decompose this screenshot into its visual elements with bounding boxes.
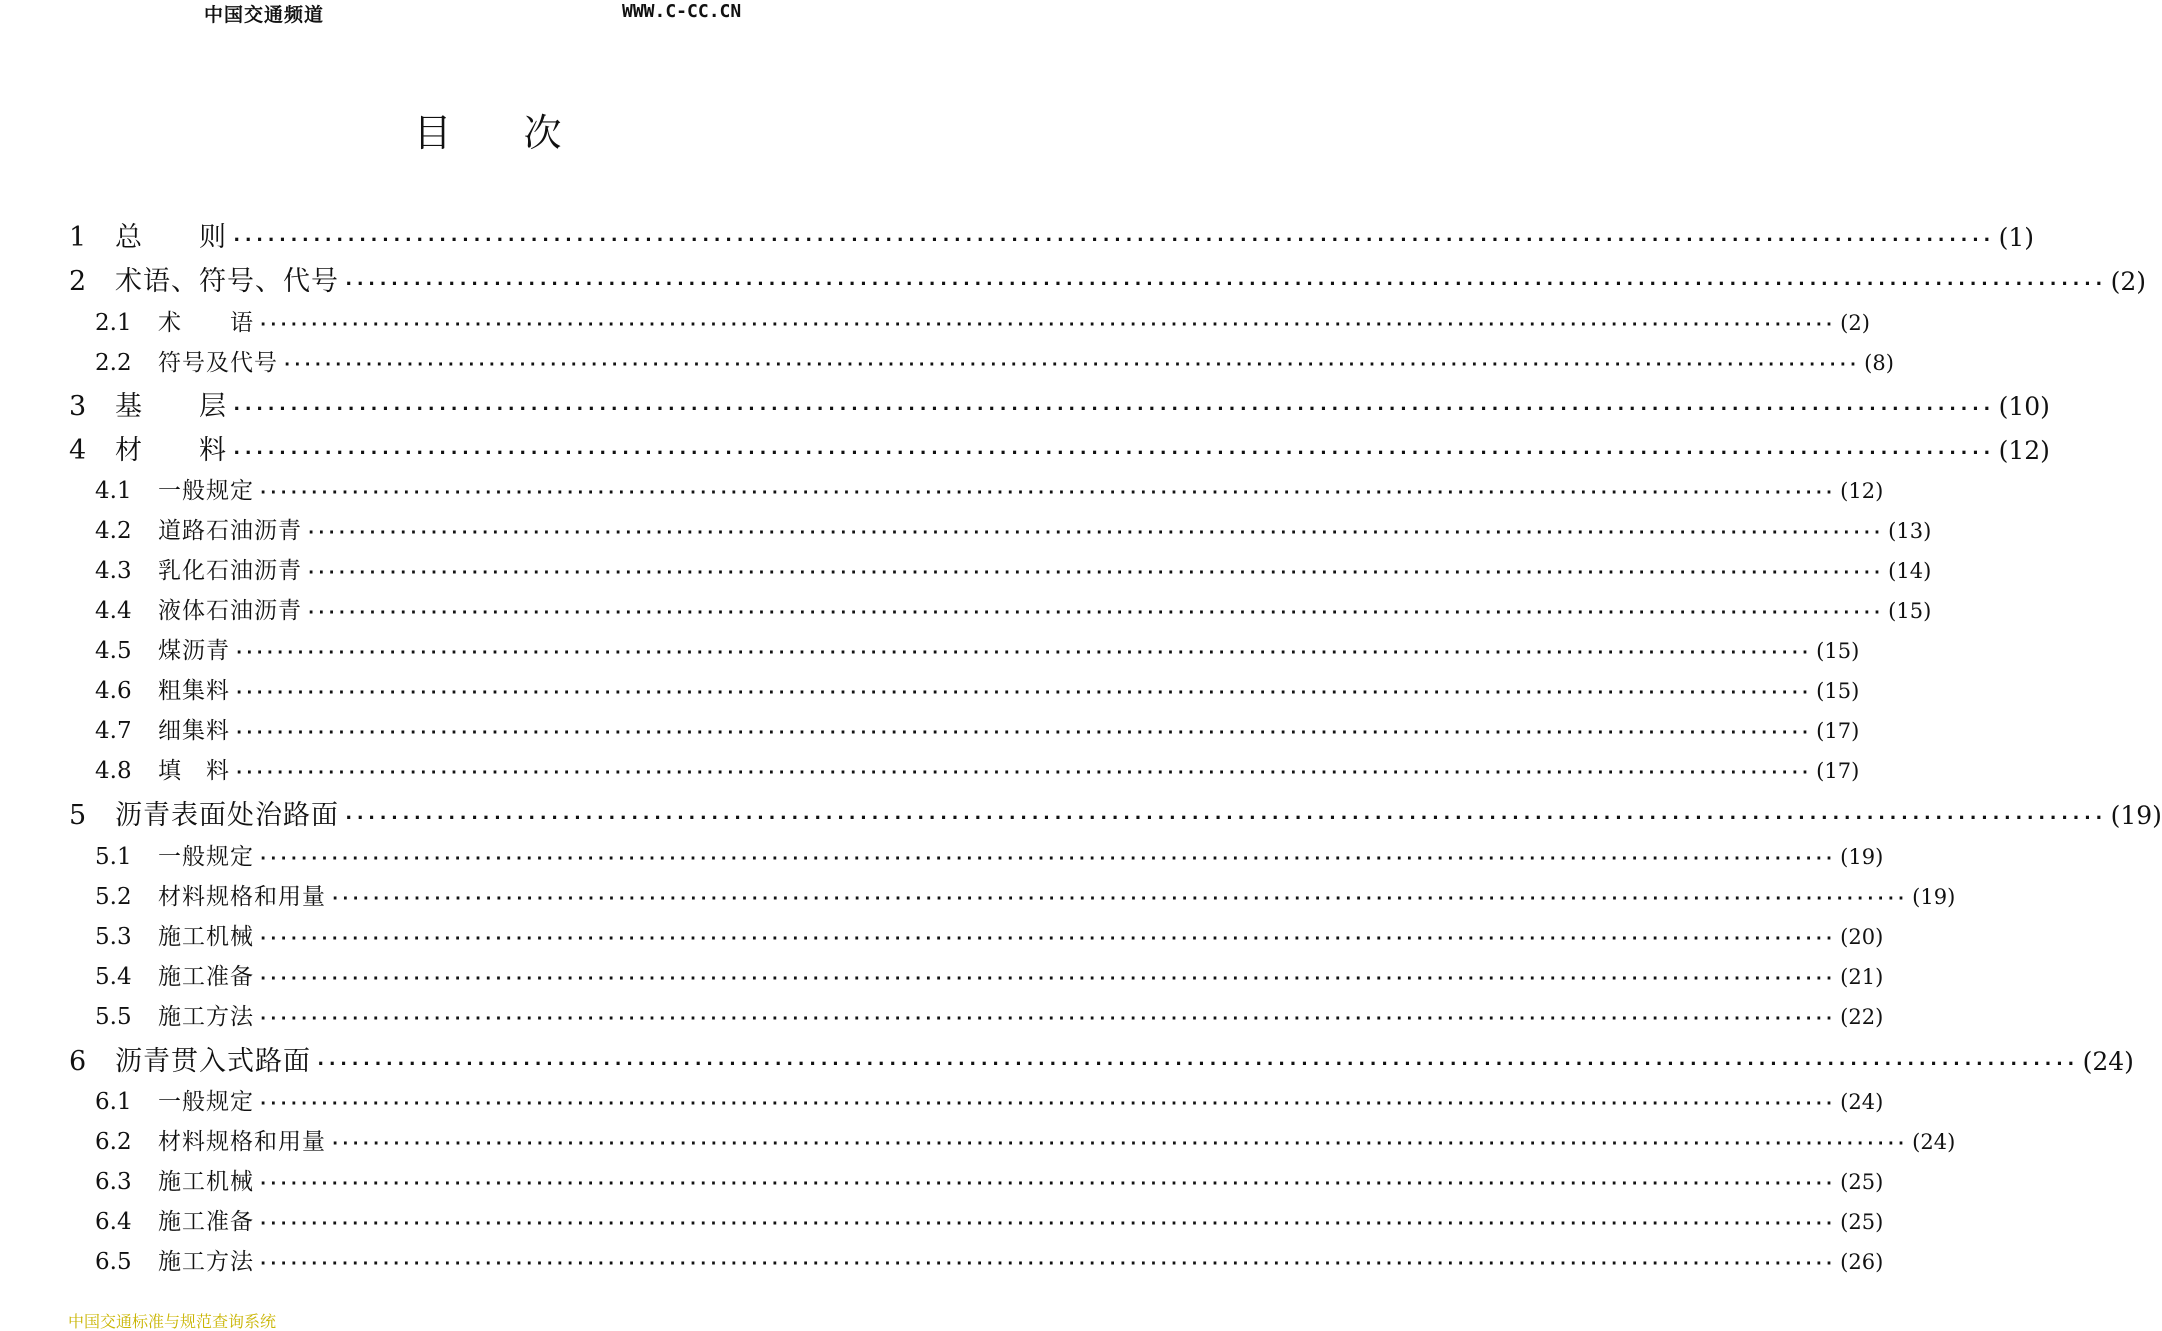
site-url[interactable]: WWW.C-CC.CN — [622, 1, 742, 22]
toc-section-row[interactable] — [95, 1123, 1956, 1156]
toc-entry-title: 粗集料 — [158, 678, 230, 704]
toc-entry-number: 4.8 — [95, 758, 132, 784]
toc-entry-title: 一般规定 — [158, 844, 254, 870]
toc-entry-page: (20) — [1840, 925, 1884, 949]
toc-entry-number: 6.1 — [95, 1089, 132, 1115]
toc-entry-number: 6.5 — [95, 1249, 132, 1275]
toc-dot-leader — [258, 1094, 1834, 1114]
toc-dot-leader — [343, 807, 2105, 829]
toc-entry-number: 5.1 — [95, 844, 132, 870]
toc-entry-title: 一般规定 — [158, 1089, 254, 1115]
toc-section-row[interactable] — [95, 632, 1860, 665]
toc-entry-title: 液体石油沥青 — [158, 598, 302, 624]
toc-chapter-row[interactable] — [69, 793, 2162, 832]
toc-dot-leader — [258, 1214, 1834, 1234]
toc-entry-number: 5.5 — [95, 1004, 132, 1030]
toc-section-row[interactable] — [95, 512, 1932, 545]
toc-section-row[interactable] — [95, 752, 1860, 785]
toc-dot-leader — [330, 1134, 1906, 1154]
toc-entry-title: 填 料 — [158, 758, 230, 784]
toc-entry-title: 符号及代号 — [158, 350, 278, 376]
toc-entry-page: (17) — [1816, 759, 1860, 783]
toc-entry-number: 4.5 — [95, 638, 132, 664]
toc-dot-leader — [282, 355, 1858, 375]
toc-dot-leader — [258, 929, 1834, 949]
toc-section-row[interactable] — [95, 1163, 1884, 1196]
toc-section-row[interactable] — [95, 958, 1884, 991]
toc-dot-leader — [231, 229, 1993, 251]
toc-dot-leader — [231, 442, 1993, 464]
toc-entry-number: 6.2 — [95, 1129, 132, 1155]
toc-section-row[interactable] — [95, 344, 1894, 377]
toc-section-row[interactable] — [95, 1083, 1884, 1116]
toc-entry-number: 1 — [69, 222, 87, 253]
toc-dot-leader — [343, 273, 2105, 295]
toc-entry-number: 3 — [69, 391, 87, 422]
toc-chapter-row[interactable] — [69, 215, 2035, 254]
toc-entry-title: 细集料 — [158, 718, 230, 744]
site-name: 中国交通频道 — [204, 4, 325, 26]
toc-entry-number: 4.3 — [95, 558, 132, 584]
toc-entry-title: 乳化石油沥青 — [158, 558, 302, 584]
toc-entry-page: (15) — [1816, 639, 1860, 663]
toc-section-row[interactable] — [95, 472, 1884, 505]
toc-entry-title: 术 语 — [158, 310, 254, 336]
toc-entry-number: 4 — [69, 435, 87, 466]
toc-entry-page: (19) — [1840, 845, 1884, 869]
toc-dot-leader — [258, 969, 1834, 989]
toc-entry-number: 6.4 — [95, 1209, 132, 1235]
toc-entry-number: 6.3 — [95, 1169, 132, 1195]
toc-dot-leader — [330, 889, 1906, 909]
toc-section-row[interactable] — [95, 1243, 1884, 1276]
toc-section-row[interactable] — [95, 672, 1860, 705]
toc-entry-page: (10) — [1998, 392, 2050, 421]
toc-entry-page: (22) — [1840, 1005, 1884, 1029]
toc-entry-title: 一般规定 — [158, 478, 254, 504]
toc-entry-title: 煤沥青 — [158, 638, 230, 664]
toc-dot-leader — [234, 683, 1810, 703]
toc-section-row[interactable] — [95, 712, 1860, 745]
toc-chapter-row[interactable] — [69, 1039, 2134, 1078]
toc-entry-title: 施工准备 — [158, 964, 254, 990]
toc-entry-number: 2.2 — [95, 350, 132, 376]
toc-entry-title: 施工方法 — [158, 1004, 254, 1030]
toc-entry-page: (2) — [1840, 311, 1870, 335]
toc-dot-leader — [306, 603, 1882, 623]
toc-entry-number: 5 — [69, 800, 87, 831]
footer-cut-text-label: 中国交通标准与规范查询系统 — [68, 1312, 277, 1331]
toc-section-row[interactable] — [95, 998, 1884, 1031]
toc-entry-title: 总 则 — [115, 222, 227, 253]
page-title-char-2: 次 — [523, 111, 562, 155]
toc-entry-page: (15) — [1816, 679, 1860, 703]
toc-dot-leader — [234, 723, 1810, 743]
toc-entry-title: 施工机械 — [158, 1169, 254, 1195]
toc-entry-title: 材料规格和用量 — [158, 884, 326, 910]
toc-section-row[interactable] — [95, 918, 1884, 951]
toc-dot-leader — [258, 1254, 1834, 1274]
toc-entry-page: (1) — [1998, 223, 2035, 252]
toc-entry-number: 4.1 — [95, 478, 132, 504]
toc-entry-number: 2 — [69, 266, 87, 297]
toc-dot-leader — [234, 643, 1810, 663]
toc-dot-leader — [258, 1174, 1834, 1194]
toc-section-row[interactable] — [95, 838, 1884, 871]
page-title — [0, 102, 975, 157]
toc-entry-page: (19) — [1912, 885, 1956, 909]
toc-entry-page: (8) — [1864, 351, 1894, 375]
toc-entry-page: (12) — [1840, 479, 1884, 503]
toc-dot-leader — [258, 849, 1834, 869]
toc-entry-page: (21) — [1840, 965, 1884, 989]
toc-entry-page: (12) — [1998, 436, 2050, 465]
toc-entry-title: 基 层 — [115, 391, 227, 422]
page-title-char-1: 目 — [413, 111, 452, 155]
toc-entry-page: (15) — [1888, 599, 1932, 623]
toc-chapter-row[interactable] — [69, 259, 2147, 298]
toc-dot-leader — [231, 398, 1993, 420]
toc-section-row[interactable] — [95, 552, 1932, 585]
toc-entry-title: 施工准备 — [158, 1209, 254, 1235]
toc-entry-title: 沥青贯入式路面 — [115, 1046, 311, 1077]
toc-section-row[interactable] — [95, 1203, 1884, 1236]
toc-entry-page: (24) — [1840, 1090, 1884, 1114]
toc-entry-title: 术语、符号、代号 — [115, 266, 339, 297]
toc-section-row[interactable] — [95, 304, 1870, 337]
toc-dot-leader — [306, 563, 1882, 583]
footer-cut-text — [68, 1312, 368, 1331]
toc-entry-title: 施工方法 — [158, 1249, 254, 1275]
toc-entry-title: 沥青表面处治路面 — [115, 800, 339, 831]
toc-entry-page: (17) — [1816, 719, 1860, 743]
toc-section-row[interactable] — [95, 592, 1932, 625]
toc-chapter-row[interactable] — [69, 428, 2050, 467]
toc-dot-leader — [315, 1053, 2077, 1075]
toc-entry-title: 材 料 — [115, 435, 227, 466]
toc-entry-number: 6 — [69, 1046, 87, 1077]
toc-chapter-row[interactable] — [69, 384, 2050, 423]
toc-dot-leader — [306, 523, 1882, 543]
toc-entry-number: 2.1 — [95, 310, 132, 336]
toc-entry-title: 施工机械 — [158, 924, 254, 950]
toc-entry-title: 道路石油沥青 — [158, 518, 302, 544]
toc-entry-page: (14) — [1888, 559, 1932, 583]
toc-dot-leader — [258, 483, 1834, 503]
toc-entry-page: (24) — [1912, 1130, 1956, 1154]
toc-entry-page: (13) — [1888, 519, 1932, 543]
toc-entry-page: (26) — [1840, 1250, 1884, 1274]
toc-entry-number: 4.7 — [95, 718, 132, 744]
toc-entry-number: 4.6 — [95, 678, 132, 704]
toc-entry-number: 5.3 — [95, 924, 132, 950]
toc-section-row[interactable] — [95, 878, 1956, 911]
toc-entry-page: (25) — [1840, 1210, 1884, 1234]
toc-entry-number: 4.4 — [95, 598, 132, 624]
toc-entry-number: 4.2 — [95, 518, 132, 544]
toc-dot-leader — [258, 315, 1834, 335]
toc-entry-page: (19) — [2110, 801, 2162, 830]
toc-entry-title: 材料规格和用量 — [158, 1129, 326, 1155]
toc-entry-page: (25) — [1840, 1170, 1884, 1194]
toc-entry-page: (2) — [2110, 267, 2147, 296]
toc-entry-number: 5.4 — [95, 964, 132, 990]
toc-entry-number: 5.2 — [95, 884, 132, 910]
toc-entry-page: (24) — [2082, 1047, 2134, 1076]
toc-dot-leader — [234, 763, 1810, 783]
toc-dot-leader — [258, 1009, 1834, 1029]
